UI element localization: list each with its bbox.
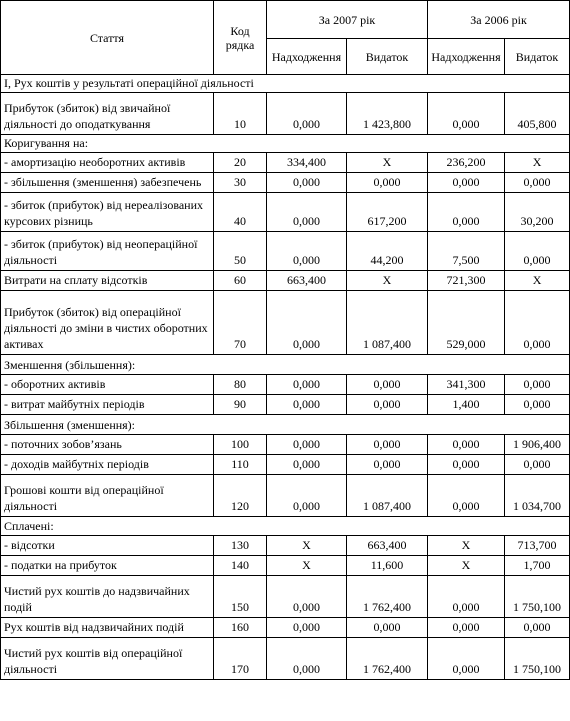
expense-2006-cell: 1 750,100 [505, 638, 570, 680]
expense-2007-cell: 0,000 [347, 618, 428, 638]
table-row [1, 455, 570, 475]
expense-2006-cell: 0,000 [505, 455, 570, 475]
expense-2006-cell: X [505, 271, 570, 291]
income-2006-cell: 0,000 [428, 475, 505, 517]
income-2006-cell: 7,500 [428, 232, 505, 271]
income-2006-cell: 236,200 [428, 153, 505, 173]
income-2007-cell: 0,000 [267, 435, 347, 455]
row-code: 120 [214, 475, 267, 517]
row-label: - поточних зобов’язань [1, 435, 214, 455]
expense-2006-cell: 1,700 [505, 556, 570, 576]
expense-2007-cell: 11,600 [347, 556, 428, 576]
table-row [1, 375, 570, 395]
income-2006-cell: 0,000 [428, 455, 505, 475]
expense-2006-cell: 0,000 [505, 291, 570, 355]
expense-2007-cell: 1 423,800 [347, 93, 428, 135]
expense-2007-cell: X [347, 271, 428, 291]
table-row [1, 153, 570, 173]
section-row [1, 415, 570, 435]
row-label: - податки на прибуток [1, 556, 214, 576]
row-label: - збільшення (зменшення) забезпечень [1, 173, 214, 193]
row-code: 40 [214, 193, 267, 232]
table-row [1, 173, 570, 193]
expense-2006-cell: 30,200 [505, 193, 570, 232]
income-2006-cell: 0,000 [428, 576, 505, 618]
expense-2007-cell: 663,400 [347, 536, 428, 556]
expense-2006-cell: 0,000 [505, 173, 570, 193]
section-row [1, 135, 570, 153]
row-code: 170 [214, 638, 267, 680]
expense-2007-cell: X [347, 153, 428, 173]
section-row [1, 355, 570, 375]
income-2007-cell: 0,000 [267, 576, 347, 618]
expense-2006-cell: 0,000 [505, 232, 570, 271]
income-2006-cell: X [428, 536, 505, 556]
expense-2006-cell: 1 750,100 [505, 576, 570, 618]
row-label: - відсотки [1, 536, 214, 556]
table-row [1, 232, 570, 271]
row-code: 50 [214, 232, 267, 271]
row-code: 160 [214, 618, 267, 638]
year-2007-header: За 2007 рік [267, 1, 428, 39]
expense-2007-header: Видаток [347, 39, 428, 75]
row-label: - витрат майбутніх періодів [1, 395, 214, 415]
expense-2007-cell: 0,000 [347, 375, 428, 395]
income-2007-cell: 0,000 [267, 291, 347, 355]
income-2006-cell: 529,000 [428, 291, 505, 355]
table-row [1, 395, 570, 415]
income-2007-cell: X [267, 536, 347, 556]
row-label: Чистий рух коштів до надзвичайних подій [1, 576, 214, 618]
table-row [1, 618, 570, 638]
income-2007-cell: 0,000 [267, 232, 347, 271]
income-2007-cell: X [267, 556, 347, 576]
income-2006-cell: 0,000 [428, 638, 505, 680]
income-2007-cell: 0,000 [267, 193, 347, 232]
row-label: - збиток (прибуток) від нереалізованих курсових різниць [1, 193, 214, 232]
table-row [1, 475, 570, 517]
code-header: Код рядка [214, 1, 267, 75]
row-code: 80 [214, 375, 267, 395]
income-2006-cell: 341,300 [428, 375, 505, 395]
income-2006-header: Надходження [428, 39, 505, 75]
table-row [1, 93, 570, 135]
table-row [1, 536, 570, 556]
row-label: Прибуток (збиток) від операційної діяльності до зміни в чистих оборотних активах [1, 291, 214, 355]
income-2007-cell: 0,000 [267, 618, 347, 638]
expense-2006-cell: 405,800 [505, 93, 570, 135]
article-header: Стаття [1, 1, 214, 75]
table-row [1, 638, 570, 680]
row-label: Прибуток (збиток) від звичайної діяльності до оподаткування [1, 93, 214, 135]
expense-2006-cell: 1 906,400 [505, 435, 570, 455]
expense-2007-cell: 0,000 [347, 173, 428, 193]
section-label: І, Рух коштів у результаті операційної діяльності [1, 75, 570, 93]
section-row [1, 517, 570, 536]
expense-2006-cell: 713,700 [505, 536, 570, 556]
expense-2006-cell: 1 034,700 [505, 475, 570, 517]
expense-2006-cell: 0,000 [505, 375, 570, 395]
income-2006-cell: 721,300 [428, 271, 505, 291]
row-code: 30 [214, 173, 267, 193]
expense-2007-cell: 44,200 [347, 232, 428, 271]
row-code: 60 [214, 271, 267, 291]
expense-2007-cell: 1 762,400 [347, 638, 428, 680]
income-2007-cell: 0,000 [267, 173, 347, 193]
expense-2007-cell: 1 087,400 [347, 475, 428, 517]
table-row [1, 193, 570, 232]
income-2007-cell: 0,000 [267, 93, 347, 135]
row-code: 140 [214, 556, 267, 576]
expense-2007-cell: 1 087,400 [347, 291, 428, 355]
expense-2006-cell: X [505, 153, 570, 173]
income-2006-cell: 1,400 [428, 395, 505, 415]
section-label: Сплачені: [1, 517, 570, 536]
row-code: 130 [214, 536, 267, 556]
row-label: Витрати на сплату відсотків [1, 271, 214, 291]
income-2007-cell: 0,000 [267, 638, 347, 680]
income-2006-cell: 0,000 [428, 618, 505, 638]
expense-2006-cell: 0,000 [505, 395, 570, 415]
income-2007-cell: 0,000 [267, 455, 347, 475]
row-code: 100 [214, 435, 267, 455]
row-code: 150 [214, 576, 267, 618]
table-row [1, 435, 570, 455]
expense-2007-cell: 1 762,400 [347, 576, 428, 618]
income-2007-cell: 0,000 [267, 475, 347, 517]
income-2006-cell: 0,000 [428, 193, 505, 232]
income-2006-cell: 0,000 [428, 173, 505, 193]
section-label: Коригування на: [1, 135, 570, 153]
section-label: Збільшення (зменшення): [1, 415, 570, 435]
table-row [1, 576, 570, 618]
row-code: 20 [214, 153, 267, 173]
income-2007-header: Надходження [267, 39, 347, 75]
income-2007-cell: 0,000 [267, 375, 347, 395]
table-body [1, 75, 570, 680]
income-2007-cell: 0,000 [267, 395, 347, 415]
income-2006-cell: 0,000 [428, 93, 505, 135]
expense-2007-cell: 0,000 [347, 455, 428, 475]
row-label: Чистий рух коштів від операційної діяльності [1, 638, 214, 680]
table-row [1, 271, 570, 291]
row-label: Рух коштів від надзвичайних подій [1, 618, 214, 638]
year-2006-header: За 2006 рік [428, 1, 570, 39]
row-label: - доходів майбутніх періодів [1, 455, 214, 475]
row-label: Грошові кошти від операційної діяльності [1, 475, 214, 517]
section-row [1, 75, 570, 93]
row-code: 10 [214, 93, 267, 135]
expense-2006-header: Видаток [505, 39, 570, 75]
row-label: - амортизацію необоротних активів [1, 153, 214, 173]
row-code: 110 [214, 455, 267, 475]
expense-2007-cell: 0,000 [347, 435, 428, 455]
expense-2006-cell: 0,000 [505, 618, 570, 638]
row-code: 70 [214, 291, 267, 355]
expense-2007-cell: 617,200 [347, 193, 428, 232]
row-code: 90 [214, 395, 267, 415]
table-row [1, 556, 570, 576]
income-2006-cell: X [428, 556, 505, 576]
row-label: - оборотних активів [1, 375, 214, 395]
table-row [1, 291, 570, 355]
row-label: - збиток (прибуток) від неопераційної діяльності [1, 232, 214, 271]
income-2007-cell: 334,400 [267, 153, 347, 173]
income-2006-cell: 0,000 [428, 435, 505, 455]
expense-2007-cell: 0,000 [347, 395, 428, 415]
section-label: Зменшення (збільшення): [1, 355, 570, 375]
income-2007-cell: 663,400 [267, 271, 347, 291]
